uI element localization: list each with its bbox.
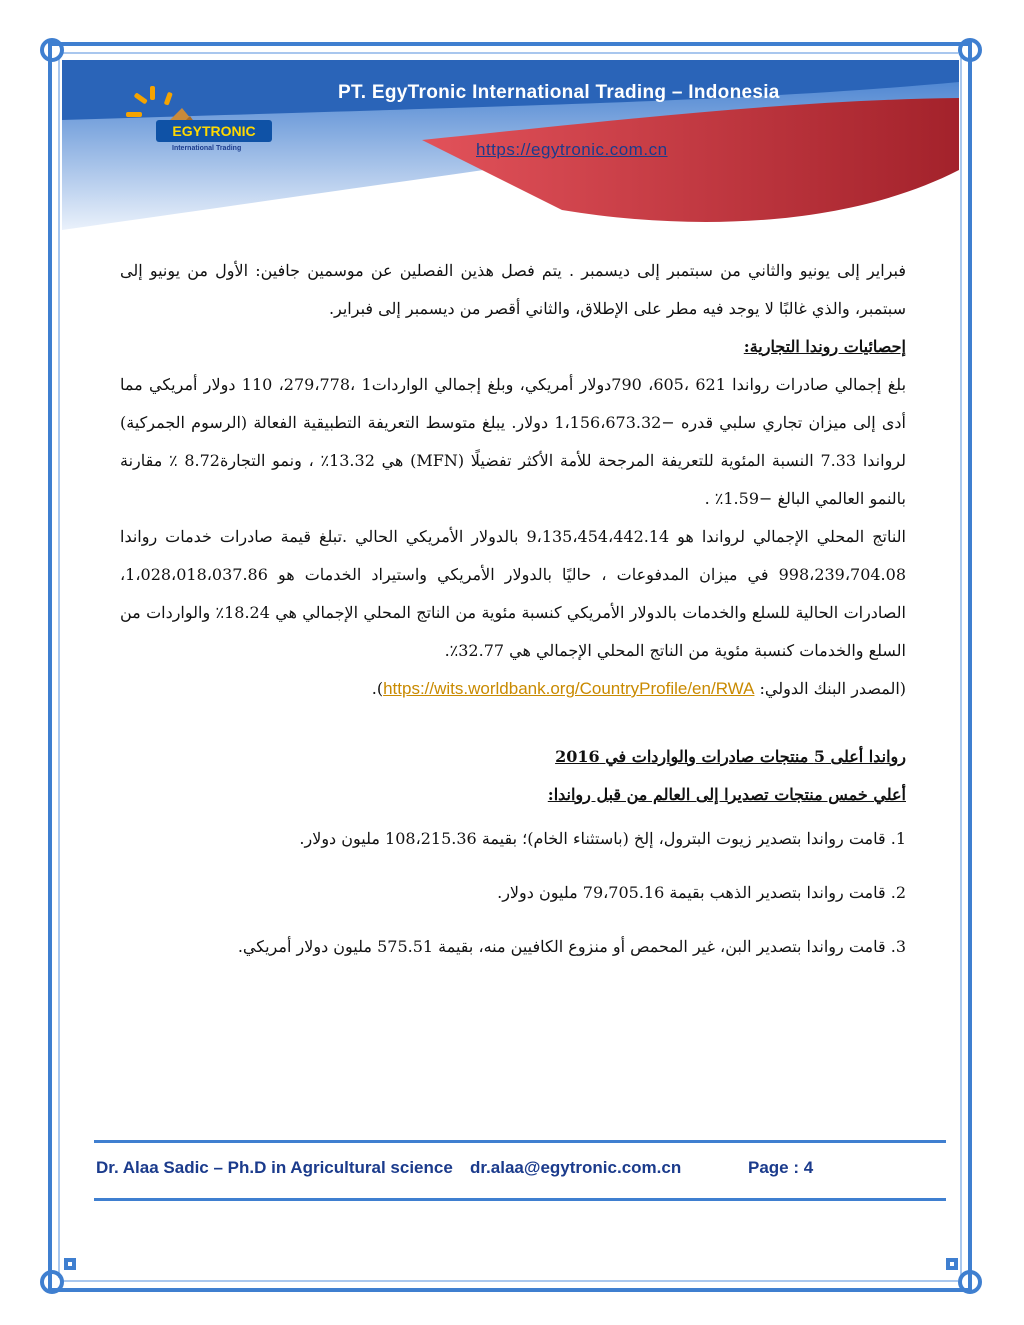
stats-heading: إحصائيات روندا التجارية: (743, 337, 906, 356)
source-line (120, 670, 906, 708)
logo-wordmark: EGYTRONIC (156, 120, 272, 142)
list-item: 1. قامت رواندا بتصدير زيوت البترول، إلخ (باستثناء الخام)؛ بقيمة 108،215.36 مليون دولار. (299, 829, 906, 848)
gdp-paragraph: الناتج المحلي الإجمالي لرواندا هو 9،135،454،442.14 بالدولار الأمريكي الحالي .تبلغ قيمة صادرات خدمات رواندا 998،239،704.08 في ميزان المدفوعات ، حاليًا بالدولار الأمريكي واستيراد الخدمات هو 1،028،018،037.86، الصادرات الحالية للسلع والخدمات بالدولار الأمريكي كنسبة مئوية من الناتج المحلي الإجمالي هي 18.24٪ والواردات من السلع والخدمات كنسبة مئوية من الناتج المحلي الإجمالي هي 32.77٪. (120, 527, 906, 660)
source-prefix: (المصدر البنك الدولي: (754, 679, 906, 698)
source-link[interactable]: https://wits.worldbank.org/CountryProfile/en/RWA (383, 679, 755, 698)
company-title: PT. EgyTronic International Trading – Indonesia (338, 82, 780, 103)
top5-heading: رواندا أعلى 5 منتجات صادرات والواردات في 2016 (555, 747, 906, 766)
list-item: 3. قامت رواندا بتصدير البن، غير المحمص أو منزوع الكافيين منه، بقيمة 575.51 مليون دولار أمريكي. (237, 937, 906, 956)
logo-tagline: International Trading (172, 145, 242, 152)
corner-ornament-bottom-right (938, 1250, 984, 1296)
intro-paragraph: فبراير إلى يونيو والثاني من سبتمبر إلى ديسمبر . يتم فصل هذين الفصلين عن موسمين جافين: الأول من يونيو إلى سبتمبر، والذي غالبًا لا يوجد فيه مطر على الإطلاق، والثاني أقصر من ديسمبر إلى فبراير. (120, 261, 906, 318)
footer-divider-bottom (94, 1198, 946, 1201)
source-suffix: ). (371, 679, 384, 698)
corner-ornament-bottom-left (38, 1250, 84, 1296)
footer-divider-top (94, 1140, 946, 1143)
list-item: 2. قامت رواندا بتصدير الذهب بقيمة 79،705.16 مليون دولار. (497, 883, 906, 902)
exports-heading: أعلي خمس منتجات تصديرا إلى العالم من قبل رواندا: (547, 785, 906, 804)
page-number: Page : 4 (748, 1158, 814, 1177)
trade-stats-paragraph: بلغ إجمالي صادرات رواندا 621 ،605، 790دولار أمريكي، وبلغ إجمالي الواردات1 ،279،778، 110 دولار أمريكي مما أدى إلى ميزان تجاري سلبي قدره −1،156،673.32 دولار. يبلغ متوسط التعريفة التطبيقية الفعالة (الرسوم الجمركية) لرواندا 7.33 النسبة المئوية للتعريفة المرجحة للأمة الأكثر تفضيلًا (MFN) هي 13.32٪ ، ونمو التجارة8.72 ٪ مقارنة بالنمو العالمي البالغ −1.59٪ . (120, 375, 907, 508)
page-content (120, 252, 906, 966)
company-url-link[interactable]: https://egytronic.com.cn (476, 140, 668, 159)
footer-author: Dr. Alaa Sadic – Ph.D in Agricultural science (96, 1158, 453, 1177)
footer-email[interactable]: dr.alaa@egytronic.com.cn (470, 1158, 682, 1177)
